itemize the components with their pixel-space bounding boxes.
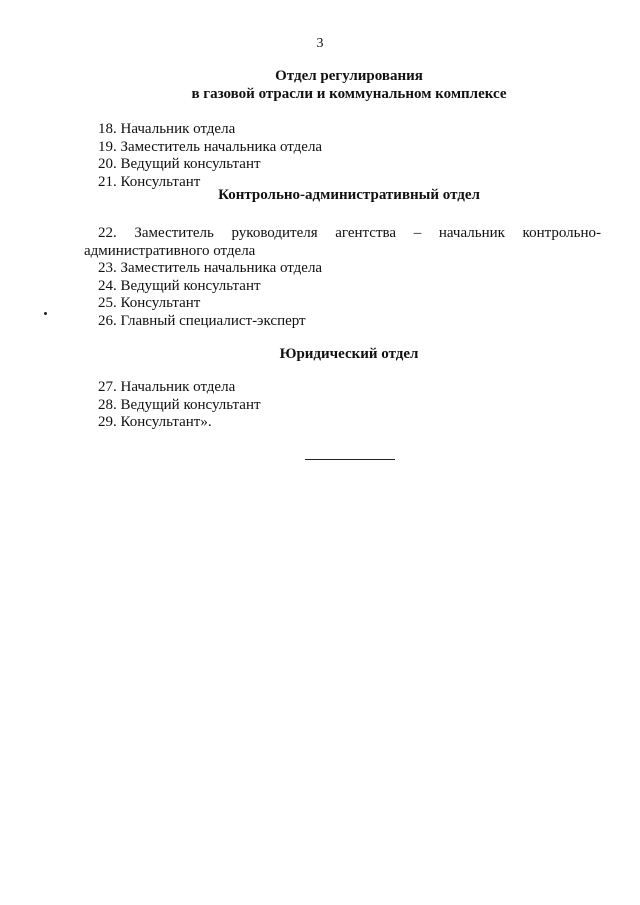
section-title-line-2: в газовой отрасли и коммунальном комплексе — [191, 86, 507, 102]
list-item-22-line-2: административного отдела — [84, 242, 256, 259]
list-item: 20. Ведущий консультант — [98, 156, 261, 172]
page-number: 3 — [316, 36, 324, 51]
list-item: 28. Ведущий консультант — [98, 396, 261, 413]
list-item: 19. Заместитель начальника отдела — [98, 138, 323, 155]
list-item: 29. Консультант». — [98, 414, 212, 430]
position-list-gas — [98, 121, 322, 191]
position-list-legal — [98, 379, 261, 432]
section-title-gas-regulation — [0, 67, 640, 103]
list-item: 21. Консультант — [98, 173, 201, 190]
position-list-control — [84, 225, 601, 330]
list-item: 26. Главный специалист-эксперт — [98, 312, 306, 329]
section-title-line-1: Отдел регулирования — [275, 68, 423, 84]
list-item: 25. Консультант — [98, 295, 201, 311]
list-item: 23. Заместитель начальника отдела — [98, 260, 323, 276]
list-item: 24. Ведущий консультант — [98, 277, 261, 294]
section-title-control-admin: Контрольно-административный отдел — [218, 187, 480, 203]
list-item-22-line-1: 22. Заместитель руководителя агентства – начальник контрольно- — [98, 225, 601, 241]
end-separator-line — [305, 459, 395, 460]
scan-speck — [44, 312, 47, 315]
list-item: 18. Начальник отдела — [98, 121, 236, 137]
section-title-legal: Юридический отдел — [279, 346, 419, 362]
list-item: 27. Начальник отдела — [98, 379, 236, 395]
